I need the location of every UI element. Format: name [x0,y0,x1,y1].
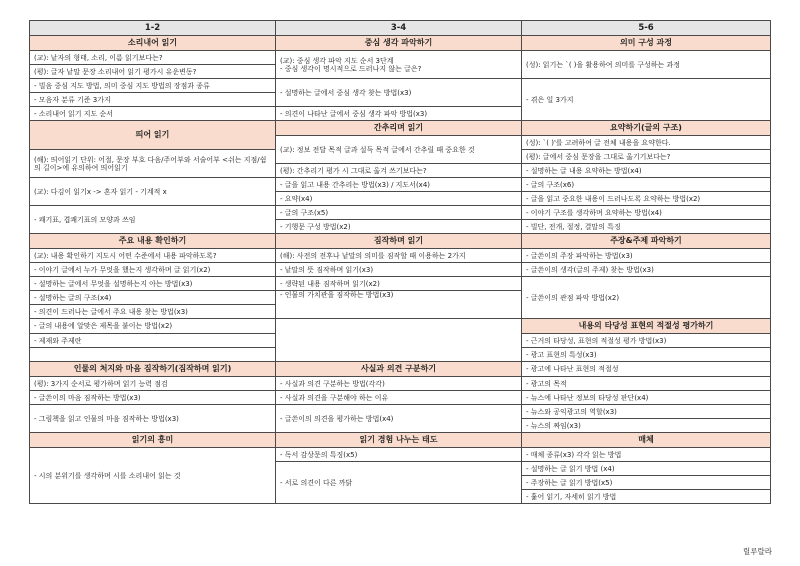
list-item: (교): 낱자의 형태, 소리, 이름 읽기보다는? [30,51,276,65]
list-item: - 글쓴이의 마음 짐작하는 방법(x3) [30,391,276,405]
section-title: 주요 내용 확인하기 [30,234,276,249]
list-item: - 요약(x4) [276,192,522,206]
list-item-group [276,51,522,79]
grade-header-row [30,21,771,36]
list-item: - 글쓴이의 주장 파악하는 방법(x3) [522,249,771,263]
list-item: - 근거의 타당성, 표현의 적절성 평가 방법(x3) [522,334,771,348]
list-item: - 빌음 중심 지도 방법, 의미 중심 지도 방법의 장점과 종류 [30,79,276,93]
section-title: 간추리며 읽기 [276,121,522,136]
grade-header-3-4: 3-4 [276,21,522,36]
list-item: - 기행문 구성 방법(x2) [276,220,522,234]
list-item: - 서로 의견이 다른 까닭 [276,462,522,504]
list-item: - 소리내어 읽기 지도 순서 [30,107,276,121]
list-item: - 이야기 글에서 누가 무엇을 했는지 생각하며 글 읽기(x2) [30,263,276,277]
list-item: (평): 글자 낱말 문장 소리내어 읽기 평가시 유운변동? [30,65,276,79]
list-item: (평): 3가지 순서로 평가하며 읽기 능력 점검 [30,377,276,391]
grade-header-5-6: 5-6 [522,21,771,36]
section-title: 사실과 의견 구분하기 [276,362,522,377]
list-item: - 글의 내용에 알맞은 제목을 붙이는 방법(x2) [30,319,276,334]
section-title: 읽기 경험 나누는 태도 [276,433,522,448]
list-item: - 생략된 내용 짐작하며 읽기(x2) [276,277,522,291]
section-title: 중심 생각 파악하기 [276,36,522,51]
list-item: - 제재와 주제란 [30,334,276,348]
section-title: 인물의 처지와 마음 짐작하기(짐작하며 읽기) [30,362,276,377]
curriculum-table [29,20,771,504]
list-item: - 빌단, 전개, 절정, 결말의 특징 [522,220,771,234]
section-title: 띄어 읽기 [30,121,276,150]
list-item: - 글의 구조(x6) [522,178,771,192]
section-title: 내용의 타당성 표현의 적절성 평가하기 [522,319,771,334]
list-item: - 이야기 구조를 생각하며 요약하는 방법(x4) [522,206,771,220]
list-item: (성): 읽기는 `( )을 활용하여 의미를 구성하는 과정 [522,51,771,79]
list-item: - 의견이 드러나는 글에서 주요 내용 찾는 방법(x3) [30,305,276,319]
list-item: - 뉴스의 짜임(x3) [522,419,771,433]
list-item: - 광고에 나타난 표현의 적절성 [522,362,771,377]
list-item: - 설명하는 글 내용 요약하는 방법(x4) [522,164,771,178]
list-item: - 독서 감상문의 특징(x5) [276,448,522,462]
list-item: - 인물의 가치관을 짐작하는 방법(x3) [276,291,522,319]
list-item [30,348,276,362]
list-item: - 사실과 의견을 구분해야 하는 이유 [276,391,522,405]
section-title-row [30,362,771,377]
list-item: - 글쓴이의 관점 파악 방법(x2) [522,277,771,319]
grade-header-1-2: 1-2 [30,21,276,36]
list-item: (교): 다김이 읽기x -> 혼자 읽기 - 기계적 x [30,178,276,206]
list-item: (교): 내용 확인하기 지도시 어떤 수준에서 내용 파악하도록? [30,249,276,263]
list-item: - 설명하는 글 읽기 방법 (x4) [522,462,771,476]
list-item: (해): 사전의 전후나 낱말의 의미를 짐작할 때 이용하는 2가지 [276,249,522,263]
section-title: 주장&주제 파악하기 [522,234,771,249]
list-item: - 글쓴이의 의견을 평가하는 방법(x4) [276,405,522,433]
list-item: (교): 중심 생각 파악 지도 순서 3단계 [280,56,394,65]
list-item: - 매체 종류(x3) 각각 읽는 방법 [522,448,771,462]
list-item: (평): 간추리기 평가 시 그대로 옮겨 쓰기보다는? [276,164,522,178]
list-item: (교): 정보 전달 목적 글과 설득 목적 글에서 간추릴 때 중요한 것 [276,136,522,164]
list-item: - 훑어 읽기, 자세히 읽기 방법 [522,490,771,504]
section-title: 짐작하며 읽기 [276,234,522,249]
section-title-row [30,121,771,136]
list-item: - 설명하는 글에서 중심 생각 찾는 방법(x3) [276,79,522,107]
list-item: - 쾌기표, 겹쾌기표의 모양과 쓰임 [30,206,276,234]
list-item: - 뉴스에 나타난 정보의 타당성 판단(x4) [522,391,771,405]
list-item: (평): 글에서 중심 문장을 그대로 옮기기보다는? [522,150,771,164]
list-item: - 주장하는 글 읽기 방법(x5) [522,476,771,490]
list-item: - 글쓴이의 생각(글의 주제) 찾는 방법(x3) [522,263,771,277]
list-item: (해): 띄어읽기 단위: 어절, 문장 부호 다음/주어부와 서술어부 <쉬는 지점/쉼의 길이>에 유의하여 띄어읽기 [30,150,276,178]
list-item: - 중심 생각이 명시적으로 드러나지 않는 글은? [280,64,422,73]
section-title-row [30,433,771,448]
section-title: 소리내어 읽기 [30,36,276,51]
list-item: - 겪은 일 3가지 [522,79,771,121]
list-item: - 광고 표현의 특성(x3) [522,348,771,362]
list-item: - 글을 읽고 중요한 내용이 드러나도록 요약하는 방법(x2) [522,192,771,206]
list-item: - 낱말의 뜻 짐작하며 읽기(x3) [276,263,522,277]
section-title: 요약하기(글의 구조) [522,121,771,136]
list-item: - 의견이 나타난 글에서 중심 생각 파악 방법(x3) [276,107,522,121]
list-item: - 설명하는 글의 구조(x4) [30,291,276,305]
list-item: (성): `( )'를 고려하여 글 전체 내용을 요약한다. [522,136,771,150]
section-title: 의미 구성 과정 [522,36,771,51]
study-sheet [29,20,770,504]
section-title-row [30,234,771,249]
list-item: - 광고의 목적 [522,377,771,391]
author-signature: 릴루랄라 [743,547,772,556]
list-item: - 그림책을 읽고 인물의 마음 짐작하는 방법(x3) [30,405,276,433]
empty-cell [276,319,522,362]
list-item: - 설명하는 글에서 무엇을 설명하는지 아는 방법(x3) [30,277,276,291]
list-item: - 글의 구조(x5) [276,206,522,220]
list-item: - 글을 읽고 내용 간추리는 방법(x3) / 지도서(x4) [276,178,522,192]
list-item: - 시의 분위기를 생각하며 시를 소리내어 읽는 것 [30,448,276,504]
section-title: 매체 [522,433,771,448]
section-title: 읽기의 흥미 [30,433,276,448]
list-item: - 사실과 의견 구분하는 방법(각각) [276,377,522,391]
list-item: - 뉴스와 공익광고의 역할(x3) [522,405,771,419]
section-title-row [30,36,771,51]
list-item: - 모음자 분류 기준 3가지 [30,93,276,107]
